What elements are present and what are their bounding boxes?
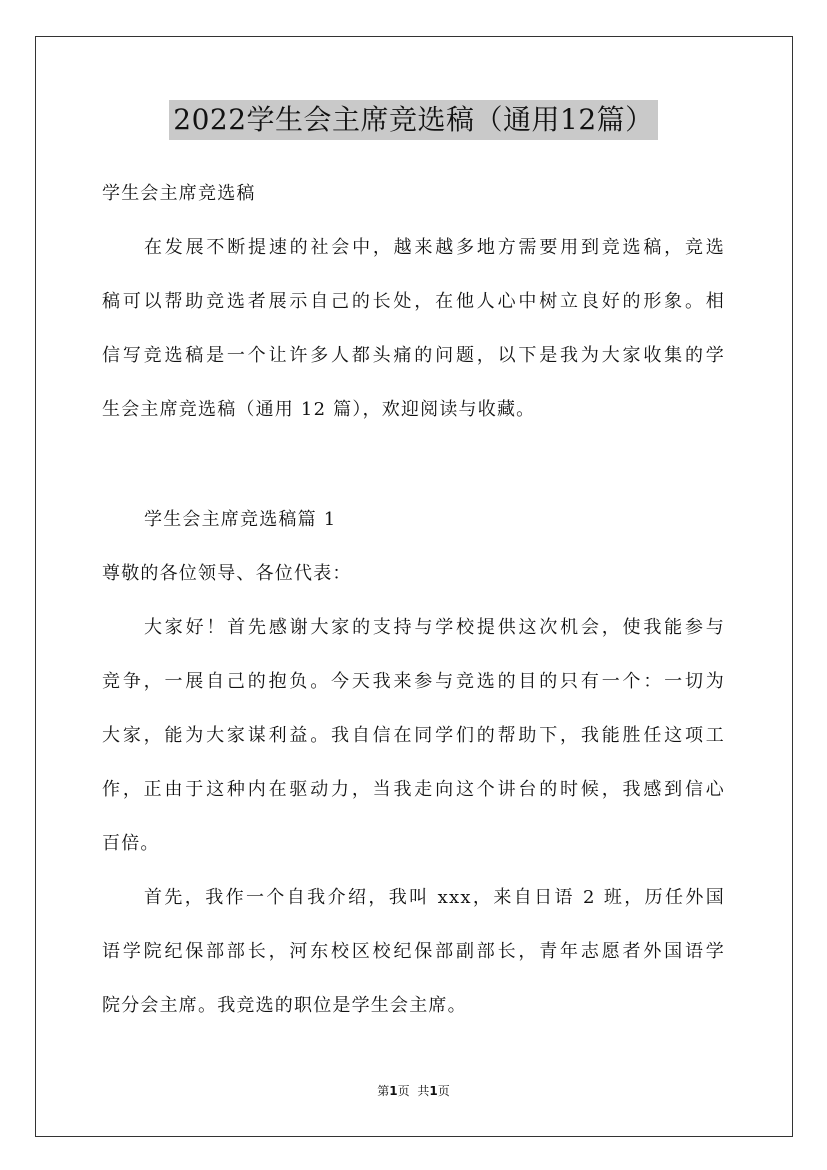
paragraph-line: 百倍。: [102, 833, 160, 854]
salutation: 尊敬的各位领导、各位代表：: [102, 563, 352, 584]
page-number: 1: [389, 1084, 398, 1098]
total-pages: 1: [429, 1084, 438, 1098]
paragraph-line: 院分会主席。我竞选的职位是学生会主席。: [102, 995, 467, 1016]
paragraph-line: 大家，能为大家谋利益。我自信在同学们的帮助下，我能胜任这项工: [102, 725, 725, 746]
intro-line: 信写竞选稿是一个让许多人都头痛的问题，以下是我为大家收集的学: [102, 345, 725, 366]
page-footer: [0, 1082, 827, 1100]
heading: 学生会主席竞选稿: [102, 183, 256, 204]
paragraph-line: 首先，我作一个自我介绍，我叫 xxx，来自日语 2 班，历任外国: [144, 887, 725, 908]
intro-line: 稿可以帮助竞选者展示自己的长处，在他人心中树立良好的形象。相: [102, 291, 725, 312]
page-label-prefix: 第: [377, 1084, 390, 1098]
section-title: 学生会主席竞选稿篇 1: [144, 509, 337, 530]
total-label-suffix: 页: [437, 1084, 450, 1098]
total-label-prefix: 共: [417, 1084, 430, 1098]
page-label-suffix: 页: [397, 1084, 410, 1098]
paragraph-line: 作，正由于这种内在驱动力，当我走向这个讲台的时候，我感到信心: [102, 779, 725, 800]
paragraph-line: 竞争，一展自己的抱负。今天我来参与竞选的目的只有一个：一切为: [102, 671, 725, 692]
paragraph-line: 语学院纪保部部长，河东校区校纪保部副部长，青年志愿者外国语学: [102, 941, 725, 962]
title-container: [0, 100, 827, 140]
intro-line: 在发展不断提速的社会中，越来越多地方需要用到竞选稿，竞选: [144, 237, 725, 258]
paragraph-line: 大家好！首先感谢大家的支持与学校提供这次机会，使我能参与: [144, 617, 725, 638]
intro-line: 生会主席竞选稿（通用 12 篇），欢迎阅读与收藏。: [102, 399, 536, 420]
document-title: 2022学生会主席竞选稿（通用12篇）: [169, 100, 657, 140]
